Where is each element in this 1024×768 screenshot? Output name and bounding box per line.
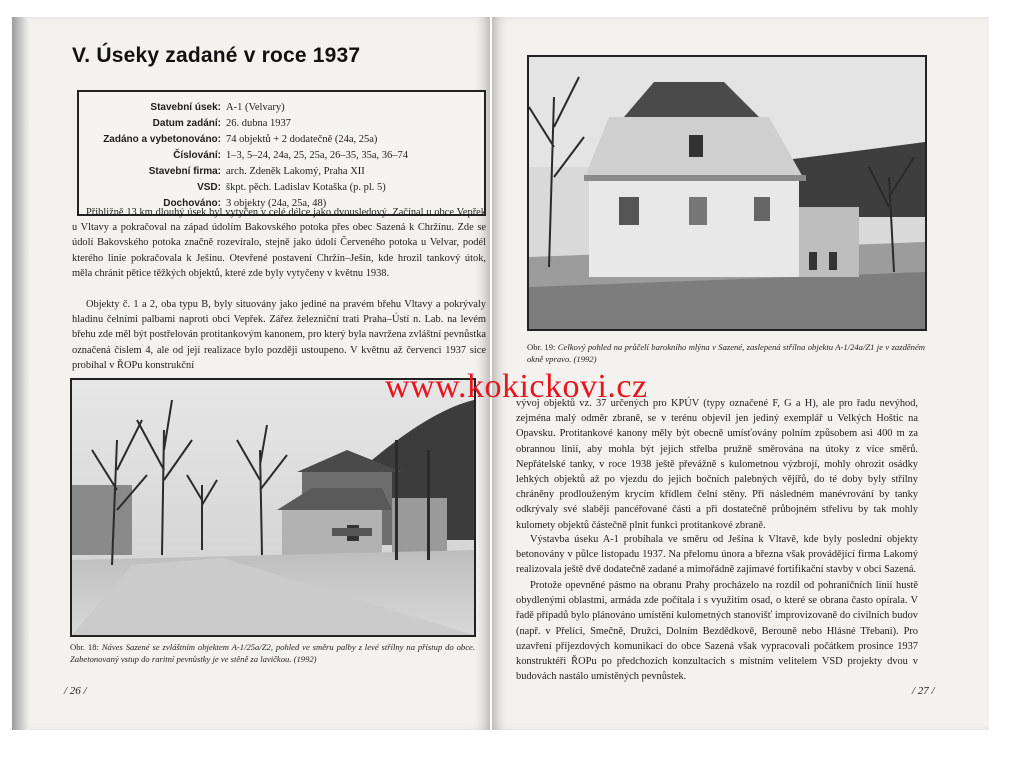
body-paragraph: Výstavba úseku A-1 probíhala ve směru od Ješína k Vltavě, kde byly poslední objekty betonovány v půlce listopadu 1937. Na přelomu února a března však provádějící firma Lakomý realizovala ještě dvě dodatečně zadané a mimořádně zajímavé fortifikační stavby v obci Sazená. <box>516 534 918 576</box>
info-value: A-1 (Velvary) <box>226 102 285 113</box>
caption-label: Obr. 18: <box>70 642 99 652</box>
info-value: arch. Zdeněk Lakomý, Praha XII <box>226 166 365 177</box>
body-paragraph: Protože opevněné pásmo na obranu Prahy procházelo na rozdíl od pohraničních linií hustě obydlenými oblastmi, armáda zde počítala i s využitím osad, o které se obrana často opírala. V řadě případů bylo plánováno umístění kulometných stanovišť improvizovaně do civilních budov (např. v Přelíci, Smečně, Družci, Dolním Bezdědkově, Berouně nebo Hlásné Třebani). Pro uzavření příjezdových komunikací do obce Sazená však vypracovali počátkem prosince 1937 konstruktéři ŘOPu po předchozích konzultacích s místním velitelem VSD projekty dvou v budovách nastálo umístěných pevnůstek. <box>516 580 918 683</box>
photo-baroque-mill <box>527 55 927 331</box>
section-info-box <box>77 90 486 216</box>
page-binding-shadow <box>12 17 30 730</box>
info-value: škpt. pěch. Ladislav Kotaška (p. pl. 5) <box>226 182 386 193</box>
photo-caption <box>70 642 475 665</box>
info-value: 3 objekty (24a, 25a, 48) <box>226 198 327 209</box>
caption-text: Celkový pohled na průčelí barokního mlýna v Sazené, zaslepená střílna objektu A-1/24a/Z1 je v zazděném okně vpravo. (1992) <box>527 342 925 364</box>
info-label: Datum zadání: <box>152 118 221 129</box>
page-number: / 26 / <box>64 685 87 697</box>
info-label: VSD: <box>197 182 221 193</box>
caption-text: Náves Sazené se zvláštním objektem A-1/25a/Z2, pohled ve směru palby z levé střílny na přístup do obce. Zabetonovaný vstup do raritní pevnůstky je ve stěně za lavičkou. (1992) <box>70 642 475 664</box>
photo-village-square <box>70 378 476 637</box>
watermark-text: www.kokickovi.cz <box>385 368 648 405</box>
body-paragraph: Objekty č. 1 a 2, oba typu B, byly situovány jako jediné na pravém břehu Vltavy a pokrývaly hladinu čelními palbami naproti obci Vepřek. Zářez železniční trati Praha–Ústí n. Lab. na levém břehu zde měl být postřelován protitankovým kanonem, pro který byla navržena zvláštní pevnůstka označená číslem 4, ale od její realizace bylo později ustoupeno. V květnu až červenci 1937 sice probíhal v ŘOPu konstrukční <box>72 299 486 371</box>
chapter-title: V. Úseky zadané v roce 1937 <box>72 44 361 67</box>
page-number: / 27 / <box>912 685 935 697</box>
info-label: Stavební úsek: <box>150 102 221 113</box>
info-value: 74 objektů + 2 dodatečně (24a, 25a) <box>226 134 378 145</box>
info-value: 1–3, 5–24, 24a, 25, 25a, 26–35, 35a, 36–74 <box>226 150 408 161</box>
body-paragraph: Přibližně 13 km dlouhý úsek byl vytyčen v celé délce jako dvousledový. Začínal u obce Vepřek u Vltavy a pokračoval na západ údolím Bakovského potoka přes obec Sazená k Chržínu. Zde se údolí Bakovského potoka značně rozevíralo, stejně jako údolí Červeného potoka u Velvar, podél kterého linie pokračovala k Ješínu. Otevřené postavení Chržín–Ješín, kde hrozil tankový útok, měla chránit pětice těžkých objektů, které zde byly vytyčeny v květnu 1938. <box>72 207 486 279</box>
info-label: Stavební firma: <box>148 166 221 177</box>
info-label: Číslování: <box>173 150 221 161</box>
info-label: Zadáno a vybetonováno: <box>103 134 221 145</box>
info-value: 26. dubna 1937 <box>226 118 292 129</box>
caption-label: Obr. 19: <box>527 342 556 352</box>
info-label: Dochováno: <box>163 198 221 209</box>
body-paragraph: vývoj objektů vz. 37 určených pro KPÚV (typy označené F, G a H), ale pro řadu nevýhod, zejména malý odměr zbraně, se v terénu objevil jen jediný exemplář u Velkých Hoštic na Opavsku. Protitankové kanony měly být obecně umísťovány polním způsobem asi 400 m za obrannou linií, aby mohla být jejich střelba pružně směrována na útoky z více směrů. Nepřátelské tanky, v roce 1938 ještě převážně s kulometnou výzbrojí, mohly ohrozit osádky lehkých objektů až po vjezdu do jejich bočních palebných vějířů, do té doby byly střílny chráněny prodlouženým krycím křídlem čelní stěny. Při následném manévrování by tanky odkrývaly své slaběji pancéřované části a při dostatečně průbojném střelivu by tak mohly kulomety objektů částečně plnit funkci protitankové zbraně. <box>516 398 918 531</box>
photo-caption <box>527 342 925 365</box>
